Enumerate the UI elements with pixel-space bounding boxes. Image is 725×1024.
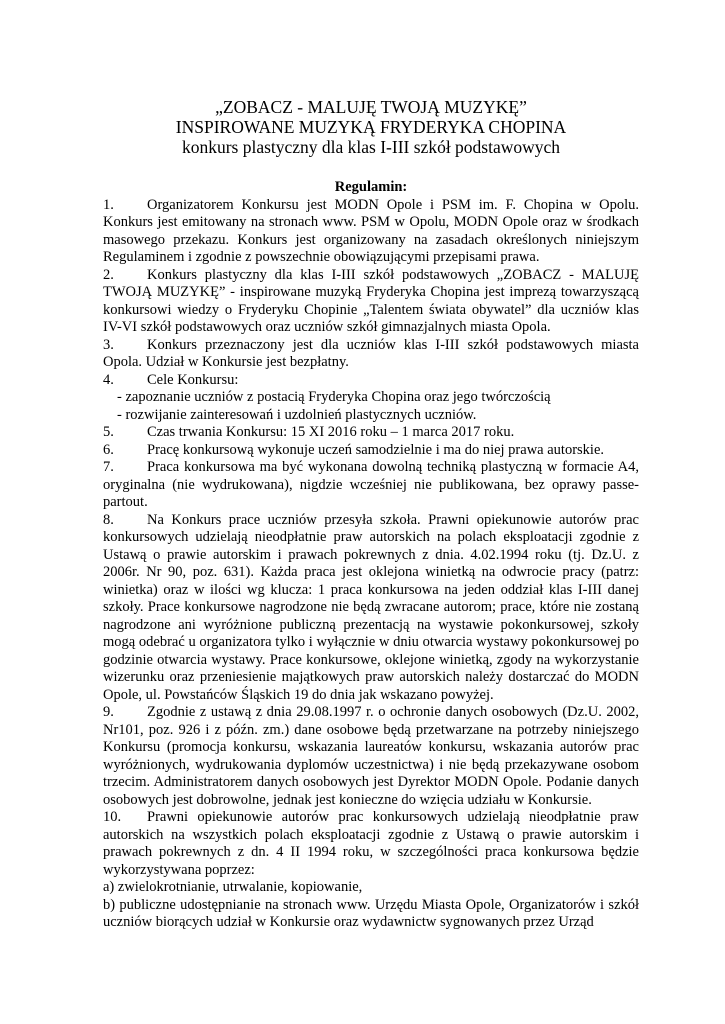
title-line-1: „ZOBACZ - MALUJĘ TWOJĄ MUZYKĘ” <box>215 97 527 117</box>
regulation-item-8: 8. Na Konkurs prace uczniów przesyła szkoła. Prawni opiekunowie autorów prac konkursowych udzielają nieodpłatnie praw autorskich na polach eksploatacji zgodnie z Ustawą o prawie autorskim i prawach pokrewnych z dnia. 4.02.1994 roku (tj. Dz.U. z 2006r. Nr 90, poz. 631). Każda praca jest oklejona winietką na odwrocie pracy (patrz: winietka) oraz w ilości wg klucza: 1 praca konkursowa na jeden oddział klas I-III danej szkoły. Prace konkursowe nagrodzone nie będą zwracane autorom; prace, które nie zostaną nagrodzone ani wyróżnione publiczną prezentacją na wystawie pokonkursowej, szkoły mogą odebrać u organizatora tylko i wyłącznie w dniu otwarcia wystawy pokonkursowej po godzinie otwarcia wystawy. Prace konkursowe, oklejone winietką, zgody na wykorzystanie wizerunku oraz przeniesienie majątkowych praw autorskich należy dostarczać do MODN Opole, ul. Powstańców Śląskich 19 do dnia jak wskazano powyżej. <box>103 511 639 703</box>
usage-point-a: a) zwielokrotnianie, utrwalanie, kopiowanie, <box>103 879 363 895</box>
regulation-item-1: 1. Organizatorem Konkursu jest MODN Opole i PSM im. F. Chopina w Opolu. Konkurs jest emitowany na stronach www. PSM w Opolu, MODN Opole oraz w środkach masowego przekazu. Konkurs jest organizowany na zasadach określonych niniejszym Regulaminem i zgodnie z powszechnie obowiązującymi przepisami prawa. <box>103 196 639 265</box>
title-line-3: konkurs plastyczny dla klas I-III szkół podstawowych <box>181 137 561 157</box>
regulation-item-7: 7. Praca konkursowa ma być wykonana dowolną techniką plastyczną w formacie A4, oryginalna (nie wydrukowana), nigdzie wcześniej nie publikowana, bez oprawy passe-partout. <box>103 459 639 510</box>
regulation-heading: Regulamin: <box>334 179 408 195</box>
regulation-item-9: 9. Zgodnie z ustawą z dnia 29.08.1997 r. o ochronie danych osobowych (Dz.U. 2002, Nr101, poz. 926 i z późn. zm.) dane osobowe będą przetwarzane na potrzeby niniejszego Konkursu (promocja konkursu, wskazania laureatów konkursu, wskazania autorów prac wyróżnionych, wydrukowania dyplomów uczestnictwa) i nie będą przekazywane osobom trzecim. Administratorem danych osobowych jest Dyrektor MODN Opole. Podanie danych osobowych jest dobrowolne, jednak jest konieczne do wzięcia udziału w Konkursie. <box>103 704 639 808</box>
goal-item: - rozwijanie zainteresowań i uzdolnień plastycznych uczniów. <box>117 406 477 423</box>
usage-point-b: b) publiczne udostępnianie na stronach www. Urzędu Miasta Opole, Organizatorów i szkół uczniów biorących udział w Konkursie oraz wydawnictw sygnowanych przez Urząd <box>103 896 639 930</box>
regulation-document <box>103 97 639 932</box>
document-title <box>103 97 639 157</box>
regulation-item-6: 6. Pracę konkursową wykonuje uczeń samodzielnie i ma do niej prawa autorskie. <box>103 441 605 458</box>
regulation-item-2: 2. Konkurs plastyczny dla klas I-III szkół podstawowych „ZOBACZ - MALUJĘ TWOJĄ MUZYKĘ” - inspirowane muzyką Fryderyka Chopina jest imprezą towarzyszącą konkursowi wiedzy o Fryderyku Chopinie „Talentem świata obywatel” dla uczniów klas IV-VI szkół podstawowych oraz uczniów szkół gimnazjalnych miasta Opola. <box>103 266 639 335</box>
goal-item: - zapoznanie uczniów z postacią Fryderyka Chopina oraz jego twórczością <box>117 389 551 405</box>
regulation-item-4: 4. Cele Konkursu: <box>103 371 239 388</box>
regulation-item-3: 3. Konkurs przeznaczony jest dla uczniów klas I-III szkół podstawowych miasta Opola. Udział w Konkursie jest bezpłatny. <box>103 336 639 370</box>
title-line-2: INSPIROWANE MUZYKĄ FRYDERYKA CHOPINA <box>175 117 567 137</box>
regulation-item-5: 5. Czas trwania Konkursu: 15 XI 2016 roku – 1 marca 2017 roku. <box>103 424 515 440</box>
regulation-item-10: 10. Prawni opiekunowie autorów prac konkursowych udzielają nieodpłatnie praw autorskich na wszystkich polach eksploatacji zgodnie z Ustawą o prawie autorskim i prawach pokrewnych z dn. 4 II 1994 roku, w szczególności praca konkursowa będzie wykorzystywana poprzez: <box>103 809 639 878</box>
